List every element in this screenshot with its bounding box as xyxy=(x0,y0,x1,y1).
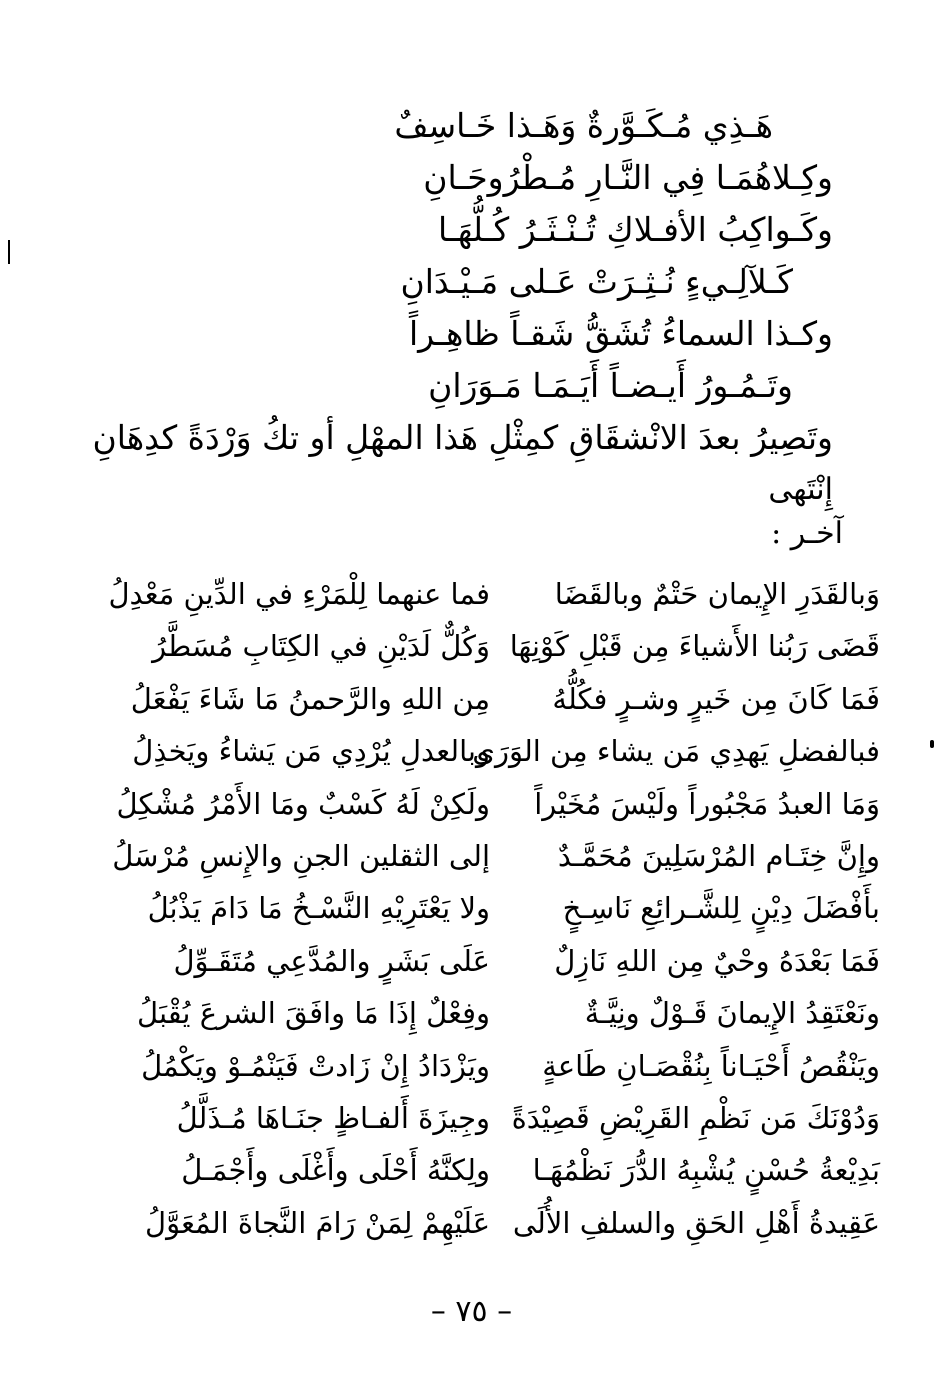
first-hemistich: فَمَا بَعْدَهُ وحْيٌ مِن اللهِ نَازِلٌ xyxy=(554,943,880,978)
margin-dot xyxy=(930,740,934,748)
couplet-list xyxy=(100,568,880,1249)
second-hemistich: وبالعدلِ يُرْدِي مَن يَشاءُ ويَخذِلُ xyxy=(132,734,490,769)
couplet xyxy=(100,830,880,882)
couplet xyxy=(100,1040,880,1092)
second-hemistich: ولا يَعْتَرِيْهِ النَّسْـخُ مَا دَامَ يَذْبُلُ xyxy=(147,891,490,926)
second-hemistich: ولِكنَّهُ أَحْلَى وأَغْلَى وأَجْمَـلُ xyxy=(181,1153,490,1188)
first-hemistich: فبالفضلِ يَهدِي مَن يشاء مِن الوَرَى xyxy=(472,734,880,769)
page-number: – ٧٥ – xyxy=(430,1294,513,1329)
couplet xyxy=(100,568,880,620)
first-hemistich: فَمَا كَانَ مِن خَيرٍ وشـرٍ فكُلُّهُ xyxy=(552,681,880,716)
first-hemistich: وَدُوْنَكَ مَن نَظْمِ القَرِيْضِ قَصِيْدَةً xyxy=(511,1100,880,1135)
second-hemistich: عَلَى بَشَرٍ والمُدَّعِي مُتَقَـوِّلُ xyxy=(173,943,490,978)
second-hemistich: وفِعْلٌ إِذَا مَا وافَقَ الشرعَ يُقْبَلُ xyxy=(137,996,490,1031)
poem-line: كَـلآلِـيءٍ نُـثِـرَتْ عَـلى مَـيْـدَانِ xyxy=(400,262,793,301)
first-hemistich: ونَعْتَقِدُ الإِيمانَ قَـوْلٌ ونِيَّـةٌ xyxy=(584,996,880,1031)
poem-line: هَـذِي مُـكَـوَّرةٌ وَهَـذا خَـاسِفٌ xyxy=(394,106,773,145)
couplet xyxy=(100,620,880,672)
margin-mark xyxy=(8,240,10,264)
first-hemistich: عَقِيدةُ أَهْلِ الحَقِ والسلفِ الأُلَى xyxy=(512,1205,880,1240)
couplet xyxy=(100,1197,880,1249)
second-hemistich: مِن اللهِ والرَّحمنُ مَا شَاءَ يَفْعَلُ xyxy=(130,681,490,716)
couplet xyxy=(100,882,880,934)
couplet xyxy=(100,935,880,987)
poem-line: وكِـلاهُمَـا فِي النَّـارِ مُـطْرُوحَـانِ xyxy=(423,158,833,197)
couplet xyxy=(100,725,880,777)
first-hemistich: ويَنْقُصُ أَحْيَـاناً بِنُقْصَـانِ طَاعةٍ xyxy=(542,1048,880,1083)
poem-line: وكـذا السماءُ تُشَقُّ شَقـاً ظاهِـراً xyxy=(408,314,833,353)
first-hemistich: بَدِيْعةُ حُسْنٍ يُشْبِهُ الدُّرَ نَظْمُهَـا xyxy=(532,1153,880,1188)
second-hemistich: ويَزْدَادُ إِنْ زَادتْ فَيَنْمُـوْ ويَكْمُلُ xyxy=(141,1048,490,1083)
poem-line: وتَصِيرُ بعدَ الانْشقَاقِ كمِثْلِ هَذا المهْلِ أو تكُ وَرْدَةً كدِهَانِ xyxy=(92,418,833,457)
second-hemistich: وَكُلٌّ لَدَيْنِ في الكِتَابِ مُسَطَّرُ xyxy=(152,629,490,664)
first-hemistich: بأَفْضَلَ دِيْنٍ لِلشَّـرائِعِ نَاسِـخٍ xyxy=(562,891,880,926)
couplet xyxy=(100,987,880,1039)
first-hemistich: وإِنَّ خِتَـام المُرْسَلِينَ مُحَمَّـدٌ xyxy=(557,838,880,873)
couplet xyxy=(100,1092,880,1144)
couplet xyxy=(100,1144,880,1196)
poem-top xyxy=(92,100,833,516)
second-hemistich: عَلَيْهِمْ لِمَنْ رَامَ النَّجاةَ المُعَوَّلُ xyxy=(145,1205,490,1240)
poem-line: وتَـمُـورُ أَيـضـاً أَيَـمَـا مَـوَرَانِ xyxy=(428,366,793,405)
second-hemistich: وجِيزَةَ أَلفـاظٍ جنَـاهَا مُـذَلَّلُ xyxy=(176,1100,490,1135)
first-hemistich: وَمَا العبدُ مَجْبُوراً ولَيْسَ مُخَيْراً xyxy=(534,786,880,821)
first-hemistich: وَبالقَدَرِ الإِيمان حَتْمٌ وبالقَضَا xyxy=(554,577,880,611)
couplet xyxy=(100,673,880,725)
second-hemistich: إلى الثقلين الجنِ والإِنسِ مُرْسَلُ xyxy=(112,838,490,873)
section-heading: آخـر : xyxy=(771,516,843,551)
poem-line: وكَـواكِبُ الأفـلاكِ تُـنْـثَـرُ كُـلُّهَـا xyxy=(438,210,833,249)
poem-ending: إِنْتَهى xyxy=(768,472,833,507)
second-hemistich: ولَكِنْ لَهُ كَسْبٌ ومَا الأَمْرُ مُشْكِلُ xyxy=(116,786,490,821)
couplet xyxy=(100,778,880,830)
first-hemistich: قَضَى رَبُنا الأَشياءَ مِن قَبْلِ كَوْنِهَا xyxy=(509,629,880,664)
second-hemistich: فما عنهما لِلْمَرْءِ في الدِّينِ مَعْدِلُ xyxy=(108,577,490,611)
